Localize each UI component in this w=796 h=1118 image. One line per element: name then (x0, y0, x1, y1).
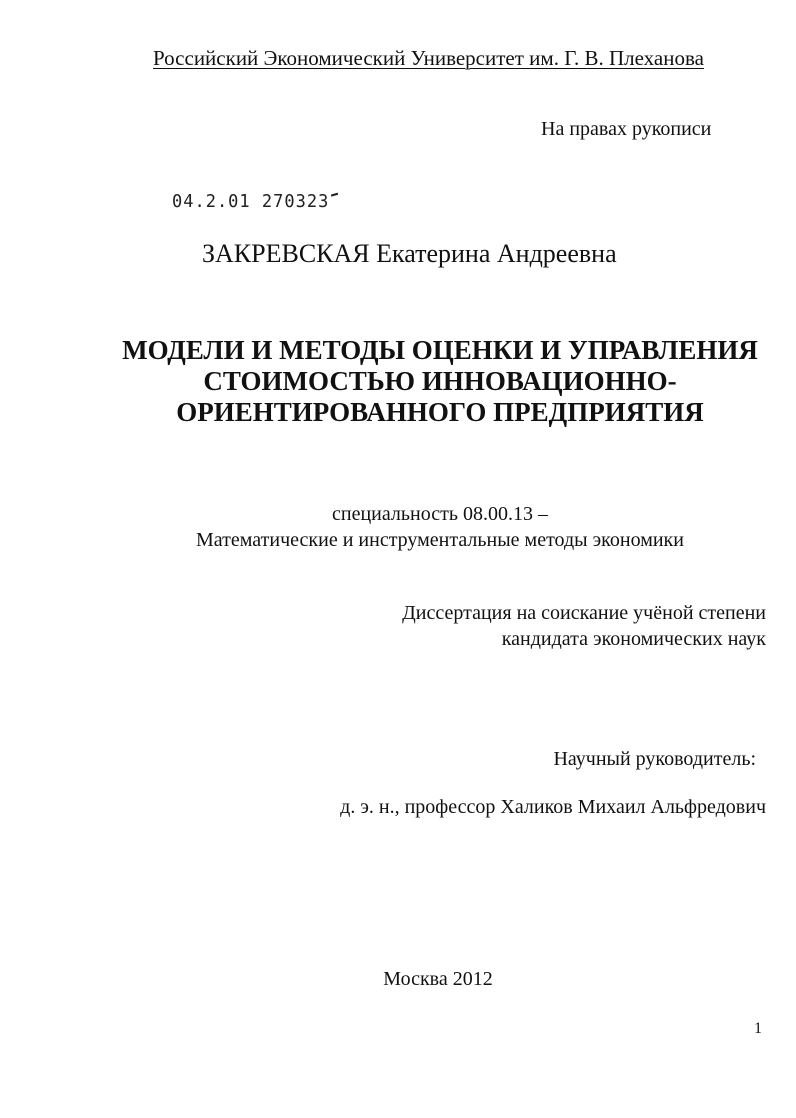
university-name: Российский Экономический Университет им. Г. В. Плеханова (153, 46, 704, 70)
title-line-3: ОРИЕНТИРОВАННОГО ПРЕДПРИЯТИЯ (176, 397, 704, 427)
library-stamp (172, 192, 338, 213)
specialty-code: специальность 08.00.13 – (332, 503, 548, 525)
dissertation-title (100, 335, 780, 428)
page-number: 1 (754, 1020, 762, 1037)
stamp-dash-mark (331, 193, 338, 197)
specialty-block (140, 501, 740, 553)
stamp-code-b: 270323 (261, 191, 330, 213)
degree-line-1: Диссертация на соискание учёной степени (402, 602, 766, 624)
supervisor-name: д. э. н., профессор Халиков Михаил Альфредович (340, 796, 766, 818)
specialty-name: Математические и инструментальные методы экономики (196, 529, 684, 551)
title-line-1: МОДЕЛИ И МЕТОДЫ ОЦЕНКИ И УПРАВЛЕНИЯ (122, 335, 758, 365)
city-and-year: Москва 2012 (383, 968, 493, 990)
supervisor-label: Научный руководитель: (553, 748, 756, 770)
degree-line-2: кандидата экономических наук (501, 628, 766, 650)
stamp-code-a: 04.2.01 (172, 191, 251, 213)
title-line-2: СТОИМОСТЬЮ ИННОВАЦИОННО- (203, 366, 677, 396)
author-name: ЗАКРЕВСКАЯ Екатерина Андреевна (202, 239, 617, 268)
degree-statement (402, 600, 766, 652)
manuscript-rights-note: На правах рукописи (541, 118, 712, 140)
